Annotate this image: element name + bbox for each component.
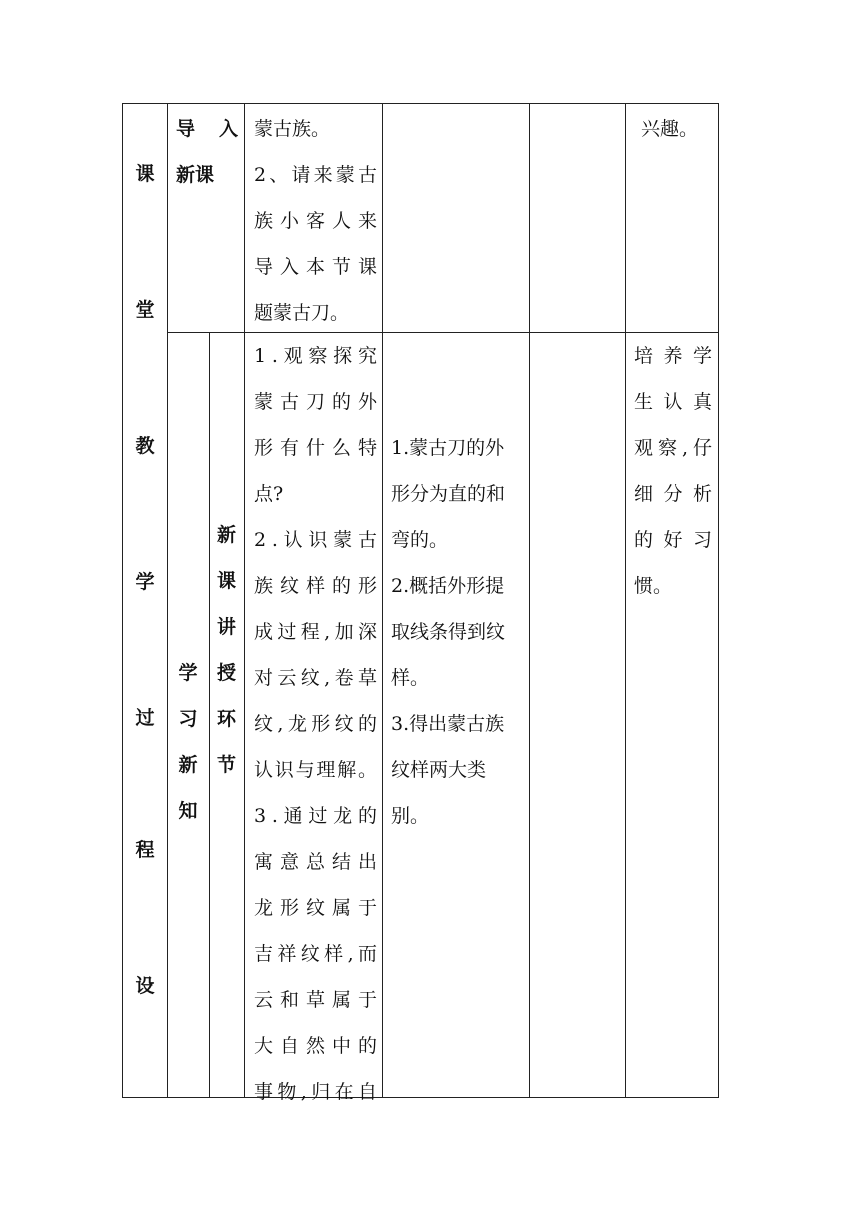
content-line: 导 入 本 节 课 <box>254 256 377 278</box>
row2-section-inner <box>209 332 244 1097</box>
section-char: 新 <box>216 524 236 546</box>
student-line: 2.概括外形提 <box>391 575 505 597</box>
lesson-plan-table <box>122 103 719 1103</box>
purpose-line: 的 好 习 <box>634 529 712 551</box>
section-char: 课 <box>216 570 236 592</box>
section-char: 环 <box>216 708 236 730</box>
student-line: 3.得出蒙古族 <box>391 713 505 735</box>
section-char: 知 <box>178 800 198 822</box>
content-line: 大 自 然 中 的 <box>254 1035 377 1057</box>
stage-title-column <box>123 104 167 1097</box>
row1-content-cell <box>254 106 377 336</box>
content-line: 2 . 认 识 蒙 古 <box>254 529 377 551</box>
purpose-line: 生 认 真 <box>634 391 712 413</box>
purpose-line: 观 察 , 仔 <box>634 437 712 459</box>
section-label: 新课 <box>176 164 215 186</box>
section-char: 学 <box>178 662 198 684</box>
content-line: 族 纹 样 的 形 <box>254 575 377 597</box>
content-line: 1 . 观 察 探 究 <box>254 345 377 367</box>
content-line: 云 和 草 属 于 <box>254 989 377 1011</box>
student-line: 别。 <box>391 805 430 827</box>
content-line: 2 、 请 来 蒙 古 <box>254 164 377 186</box>
purpose-line: 细 分 析 <box>634 483 712 505</box>
student-line: 1.蒙古刀的外 <box>391 437 505 459</box>
row2-content-cell <box>254 333 377 1115</box>
purpose-text: 兴趣。 <box>641 118 699 140</box>
section-char: 节 <box>216 754 236 776</box>
content-line: 纹 , 龙 形 纹 的 <box>254 713 377 735</box>
student-line: 样。 <box>391 667 430 689</box>
stage-title-char: 堂 <box>135 299 155 321</box>
content-line: 龙 形 纹 属 于 <box>254 897 377 919</box>
content-line: 认 识 与 理 解 。 <box>254 759 377 781</box>
content-line: 点? <box>254 483 284 505</box>
student-line: 纹样两大类 <box>391 759 487 781</box>
purpose-line: 培 养 学 <box>634 345 712 367</box>
content-line: 吉 祥 纹 样 , 而 <box>254 943 377 965</box>
content-line: 事 物 , 归 在 自 <box>254 1081 377 1103</box>
row1-purpose-cell <box>641 106 713 152</box>
content-line: 蒙 古 刀 的 外 <box>254 391 377 413</box>
row2-section-outer <box>167 332 209 1097</box>
stage-title-char: 设 <box>135 975 155 997</box>
purpose-line: 惯。 <box>634 575 673 597</box>
stage-title-char: 过 <box>135 707 155 729</box>
content-line: 3 . 通 过 龙 的 <box>254 805 377 827</box>
student-line: 取线条得到纹 <box>391 621 506 643</box>
stage-title-char: 程 <box>135 839 155 861</box>
row2-student-cell <box>391 425 523 839</box>
stage-title-char: 教 <box>135 435 155 457</box>
content-line: 蒙古族。 <box>254 118 331 140</box>
student-line: 形分为直的和 <box>391 483 506 505</box>
section-char: 习 <box>178 708 198 730</box>
content-line: 成 过 程 , 加 深 <box>254 621 377 643</box>
section-char: 讲 <box>216 616 236 638</box>
content-line: 题蒙古刀。 <box>254 302 350 324</box>
content-line: 族 小 客 人 来 <box>254 210 377 232</box>
stage-title-char: 课 <box>135 163 155 185</box>
content-line: 寓 意 总 结 出 <box>254 851 377 873</box>
row1-section-cell <box>176 106 238 198</box>
section-label: 导 入 <box>176 118 238 140</box>
stage-title-char: 学 <box>135 571 155 593</box>
row2-purpose-cell <box>634 333 712 609</box>
content-line: 对 云 纹 , 卷 草 <box>254 667 377 689</box>
section-char: 新 <box>178 754 198 776</box>
section-char: 授 <box>216 662 236 684</box>
content-line: 形 有 什 么 特 <box>254 437 377 459</box>
student-line: 弯的。 <box>391 529 449 551</box>
